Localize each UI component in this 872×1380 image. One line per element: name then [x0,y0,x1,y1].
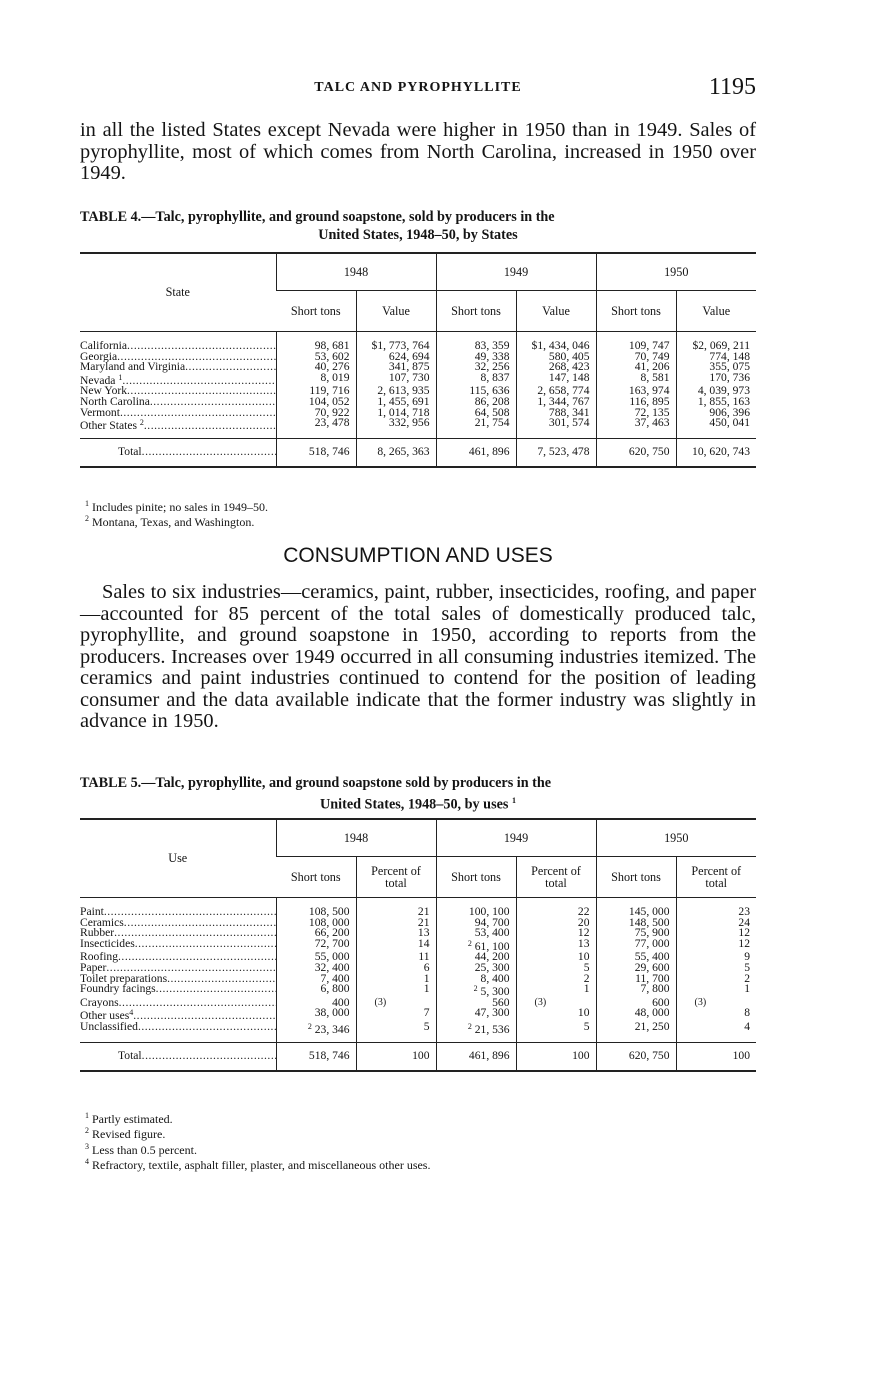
row-label-text: North Carolina [80,396,150,408]
table5-stub-header: Use [80,819,276,898]
cell-value: 600 [652,995,670,1009]
cell-value: 25, 300 [474,960,510,974]
cell-value: 4 [744,1019,750,1033]
footnote: $^4$ Refractory, textile, asphalt filler, plaster, and miscellaneous other uses. [85,1157,431,1173]
table4-cell: 8, 019 [276,373,356,387]
table5-cell: 100 [676,1042,756,1071]
footnote: $^1$ Includes pinite; no sales in 1949–50. [85,499,268,514]
table5-col-header: Short tons [276,857,356,898]
cell-value: 5 [583,960,590,974]
row-label-text: Roofing [80,952,119,963]
cell-value: 100, 100 [468,905,510,918]
cell-value: 108, 000 [308,915,350,929]
table5-col-header: Percent of total [516,857,596,898]
table4 [80,252,756,468]
cell-value: 400 [332,995,350,1009]
table4-row [80,418,756,438]
intro-paragraph: in all the listed States except Nevada were higher in 1950 than in 1949. Sales of pyrophyllite, most of which comes from North Carolina, increased in 1950 over 1949. [80,119,756,184]
cell-value: 7, 400 [320,971,350,985]
cell-value: 94, 700 [474,915,510,929]
table4-cell: 8, 265, 363 [356,438,436,467]
row-label-text: Foundry facings [80,984,156,996]
table4-cell: 104, 052 [276,397,356,408]
table4-cell: 461, 896 [436,438,516,467]
table5-row-label [80,963,276,974]
cell-value: 66, 200 [314,926,350,940]
table4-cell: $1, 434, 046 [516,332,596,352]
table5-cell [676,984,756,998]
row-label-text: Nevada [80,373,116,387]
footnote-mark: 4 [129,1008,134,1018]
running-head [80,74,756,104]
table4-total-row [80,438,756,467]
table5-cell [516,984,596,998]
table4-cell: 98, 681 [276,332,356,352]
table5-cell [516,1019,596,1042]
cell-value: 10 [577,1006,590,1020]
table5-row [80,898,756,918]
table4-cell: 49, 338 [436,352,516,363]
cell-value: 38, 000 [314,1006,350,1020]
table4-cell: 620, 750 [596,438,676,467]
row-label-text: Georgia [80,351,118,363]
table4-row-label [80,397,276,408]
cell-value: 14 [417,936,430,950]
cell-value: 2 [744,971,750,985]
table4-cell: 32, 256 [436,362,516,373]
table4-cell: 1, 455, 691 [356,397,436,408]
cell-value: 5 [423,1019,430,1033]
table5-row-label [80,928,276,939]
table4-row-label [80,332,276,352]
footnote: $^3$ Less than 0.5 percent. [85,1141,197,1157]
cell-value: 21 [417,905,430,918]
table5-row-label [80,984,276,998]
table5-year-header: 1949 [436,819,596,857]
cell-value: 5 [744,960,750,974]
table5-footnotes [80,1110,756,1172]
table4-col-header: Short tons [276,291,356,332]
table5-cell [436,928,516,939]
table5-cell [436,971,516,985]
table4-cell: 115, 636 [436,386,516,397]
table4-cell: 355, 075 [676,362,756,373]
row-label-text: New York [80,386,128,397]
table5-cell: 100 [516,1042,596,1071]
table4-cell: 119, 716 [276,386,356,397]
cell-value: 1 [423,982,430,996]
row-label-text: Vermont [80,407,120,419]
table5-cell [276,1008,356,1022]
footnote: $^1$ Partly estimated. [85,1111,173,1126]
table4-cell: 147, 148 [516,373,596,387]
cell-value: 24 [738,915,750,929]
table4-row-label [80,386,276,397]
cell-value: 12 [738,926,750,940]
table4-cell: 21, 754 [436,418,516,438]
cell-value: 21, 250 [634,1019,670,1033]
row-label-text: Crayons [80,997,119,1009]
table4-cell: 53, 602 [276,352,356,363]
table4-cell: 64, 508 [436,408,516,419]
footnote-mark: (3) [694,996,707,1008]
table5-cell [516,898,596,918]
section-heading: CONSUMPTION AND USES [283,544,553,567]
row-label-text: Paper [80,962,107,974]
table5-cell: 518, 746 [276,1042,356,1071]
table5-cell [436,1008,516,1022]
table5-col-header: Short tons [596,857,676,898]
table5-cell: 100 [356,1042,436,1071]
cell-value: 1 [423,971,430,985]
table4-col-header: Short tons [596,291,676,332]
cell-value: 8 [744,1006,750,1020]
cell-value: 47, 300 [474,1006,510,1020]
table4-cell: 450, 041 [676,418,756,438]
table4-caption-line2: United States, 1948–50, by States [318,227,518,243]
cell-value: 1 [744,982,750,996]
table4-row-label [80,362,276,373]
table4-year-header: 1950 [596,253,756,291]
table5 [80,818,756,1072]
cell-value: 145, 000 [628,905,670,918]
table5-cell [356,1019,436,1042]
page-number: 1195 [708,74,756,100]
table4-cell: $2, 069, 211 [676,332,756,352]
row-label-text: Paint [80,905,104,918]
table4-year-header: 1948 [276,253,436,291]
cell-value: 21 [417,915,430,929]
table5-row-label [80,918,276,929]
footnote-mark: (3) [534,996,547,1008]
footnote-mark: 2 [467,1021,472,1031]
table4-cell: 4, 039, 973 [676,386,756,397]
table4-cell: 2, 658, 774 [516,386,596,397]
table5-cell: 620, 750 [596,1042,676,1071]
table4-cell: 268, 423 [516,362,596,373]
table4-cell: 107, 730 [356,373,436,387]
table4-cell: 906, 396 [676,408,756,419]
cell-value: 560 [492,995,510,1009]
cell-value: 10 [577,950,590,964]
table5-cell: 461, 896 [436,1042,516,1071]
cell-value: 21, 536 [474,1022,510,1036]
cell-value: 13 [417,926,430,940]
table4-col-header: Short tons [436,291,516,332]
table4-stub-header: State [80,253,276,332]
table5-row-label [80,1022,276,1042]
table4-cell: 624, 694 [356,352,436,363]
table4-cell: 580, 405 [516,352,596,363]
row-label-text: Other uses [80,1009,130,1022]
table5-row-label [80,1008,276,1022]
table4-cell: 788, 341 [516,408,596,419]
cell-value: 7, 800 [640,982,670,996]
table5-row-label [80,898,276,918]
table5-cell [276,1022,356,1042]
footnote-mark: 2 [139,418,144,428]
table4-row-label [80,408,276,419]
cell-value: 8, 400 [480,971,510,985]
table4-cell: 70, 922 [276,408,356,419]
table4-cell: 1, 344, 767 [516,397,596,408]
table4-row-label [80,373,276,387]
cell-value: 11, 700 [635,971,670,985]
cell-value: 6, 800 [320,982,350,996]
table4-row-label [80,418,276,438]
table5-cell [356,984,436,998]
caption-footnote-mark: 1 [511,796,516,805]
table4-cell: 8, 837 [436,373,516,387]
footnote-mark: 2 [307,1021,312,1031]
cell-value: 148, 500 [628,915,670,929]
cell-value: 11 [418,950,430,964]
table4-cell: 1, 855, 163 [676,397,756,408]
table4-cell: 332, 956 [356,418,436,438]
table4-cell: 170, 736 [676,373,756,387]
table4-cell: 72, 135 [596,408,676,419]
table4-cell: 2, 613, 935 [356,386,436,397]
cell-value: 55, 400 [634,950,670,964]
cell-value: 55, 000 [314,950,350,964]
table5-cell [356,898,436,918]
table4-total-label: Total ..... [80,438,276,467]
table4-row-label [80,352,276,363]
table5-row-label [80,952,276,963]
table4-cell: 301, 574 [516,418,596,438]
table5-cell [596,1019,676,1042]
table4-caption [80,208,756,244]
table4-year-header: 1949 [436,253,596,291]
table5-caption-line1: TABLE 5.—Talc, pyrophyllite, and ground soapstone sold by producers in the [80,775,552,791]
consumption-paragraph: Sales to six industries—ceramics, paint, rubber, insecticides, roofing, and paper—accounted for 85 percent of the total sales of domestically produced talc, pyrophyllite, and ground soapstone in 1950, according to reports from the producers. Increases over 1949 occurred in all consuming industries itemized. The ceramics and paint industries continued to contend for the position of leading consumer and the data available indicate that the former industry was slightly in advance in 1950. [80,581,756,732]
table5-row-label [80,974,276,985]
table4-cell: 774, 148 [676,352,756,363]
cell-value: 22 [577,905,590,918]
table4-cell: 70, 749 [596,352,676,363]
cell-value: 7 [423,1006,430,1020]
footnote-mark: 2 [467,938,472,948]
row-label-text: Toilet preparations [80,973,168,985]
table4-cell: 341, 875 [356,362,436,373]
row-label-text: California [80,339,128,352]
table4-cell: 23, 478 [276,418,356,438]
table4-cell: $1, 773, 764 [356,332,436,352]
cell-value: 75, 900 [634,926,670,940]
table4-cell: 10, 620, 743 [676,438,756,467]
table5-col-header: Percent of total [356,857,436,898]
table4-cell: 116, 895 [596,397,676,408]
footnote: $^2$ Revised figure. [85,1126,166,1142]
table5-row-label [80,998,276,1009]
table4-cell: 41, 206 [596,362,676,373]
table4-caption-line1: TABLE 4.—Talc, pyrophyllite, and ground soapstone, sold by producers in the [80,209,555,225]
cell-value: 1 [583,982,590,996]
table4-cell: 7, 523, 478 [516,438,596,467]
table4-row [80,332,756,352]
table5-cell [676,898,756,918]
row-label-text: Maryland and Virginia [80,362,186,373]
table4-footnotes [80,498,756,529]
cell-value: 32, 400 [314,960,350,974]
table4-cell: 40, 276 [276,362,356,373]
table5-row-label [80,939,276,953]
cell-value: 23 [738,905,750,918]
table4-col-header: Value [516,291,596,332]
cell-value: 29, 600 [634,960,670,974]
table5-cell [436,898,516,918]
cell-value: 44, 200 [474,950,510,964]
row-label-text: Rubber [80,928,115,939]
row-label-text: Ceramics [80,917,124,929]
table5-year-header: 1948 [276,819,436,857]
running-title: TALC AND PYROPHYLLITE [314,80,522,95]
cell-value: 9 [744,950,750,964]
table5-cell [276,898,356,918]
table5-cell [676,1019,756,1042]
cell-value: 48, 000 [634,1006,670,1020]
cell-value: 23, 346 [314,1022,350,1036]
table5-total-label: Total ..... [80,1042,276,1071]
cell-value: 20 [577,915,590,929]
table5-row [80,1022,756,1042]
table4-cell: 518, 746 [276,438,356,467]
cell-value: 5, 300 [480,985,510,999]
table4-cell: 37, 463 [596,418,676,438]
table5-col-header: Short tons [436,857,516,898]
row-label-text: Insecticides [80,938,135,950]
table5-col-header: Percent of total [676,857,756,898]
cell-value: 108, 500 [308,905,350,918]
table4-cell: 1, 014, 718 [356,408,436,419]
table4-cell: 83, 359 [436,332,516,352]
cell-value: 12 [738,936,750,950]
table4-col-header: Value [356,291,436,332]
cell-value: 6 [423,960,430,974]
table5-caption [80,774,756,814]
table4-cell: 86, 208 [436,397,516,408]
cell-value: 53, 400 [474,926,510,940]
table4-cell: 109, 747 [596,332,676,352]
table5-cell [436,1022,516,1042]
table5-total-row [80,1042,756,1071]
table4-col-header: Value [676,291,756,332]
footnote-mark: 2 [473,984,478,994]
cell-value: 72, 700 [314,936,350,950]
footnote-mark: (3) [374,996,387,1008]
table5-year-header: 1950 [596,819,756,857]
cell-value: 13 [577,936,590,950]
footnote-mark: 1 [118,372,123,382]
cell-value: 77, 000 [634,936,670,950]
table5-cell [596,898,676,918]
cell-value: 5 [583,1019,590,1033]
cell-value: 61, 100 [474,939,510,953]
table5-caption-line2: United States, 1948–50, by uses $^1$ [320,796,516,813]
table4-cell: 8, 581 [596,373,676,387]
cell-value: 2 [583,971,590,985]
cell-value: 12 [577,926,590,940]
footnote: $^2$ Montana, Texas, and Washington. [85,514,255,530]
table4-cell: 163, 974 [596,386,676,397]
row-label-text: Other States [80,419,137,433]
row-label-text: Unclassified [80,1021,138,1033]
